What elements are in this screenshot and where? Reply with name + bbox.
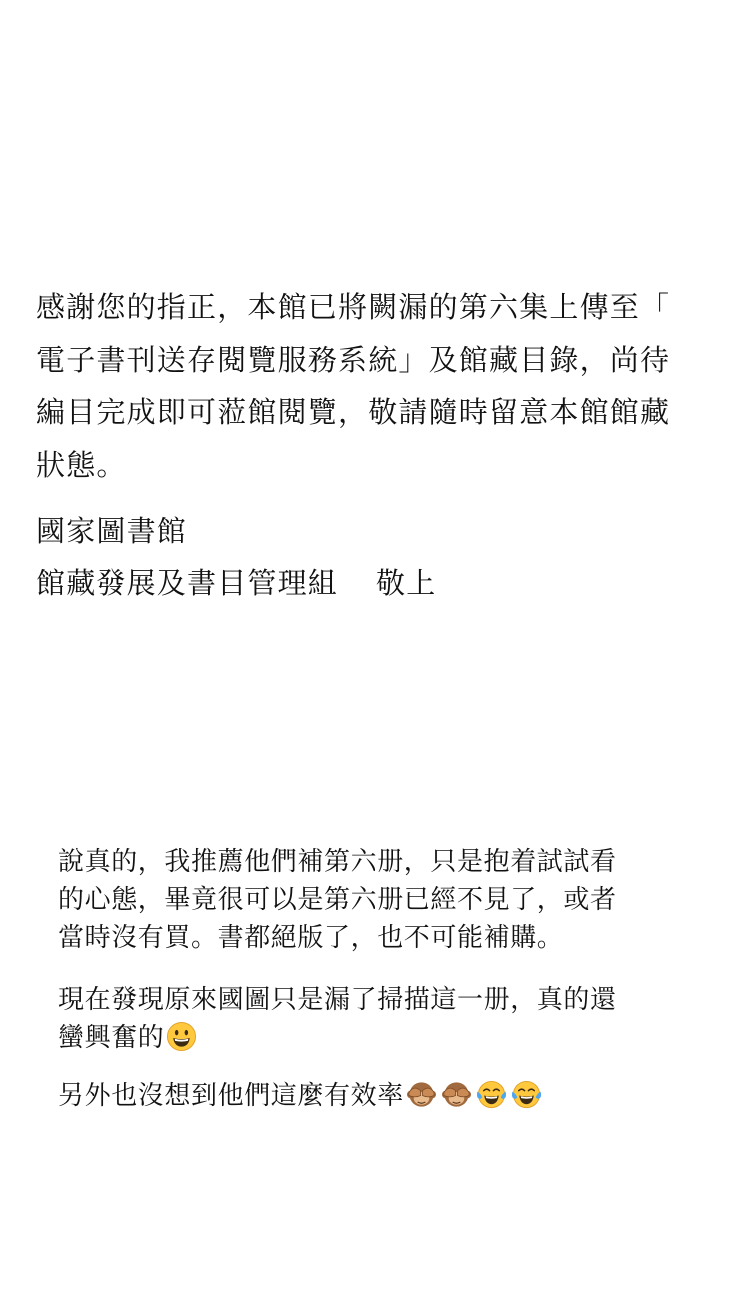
signature-department-line <box>36 557 726 609</box>
tears-of-joy-face-icon <box>476 1079 507 1110</box>
grinning-face-icon <box>166 1021 197 1052</box>
comment-text: 另外也沒想到他們這麼有效率 <box>58 1081 404 1111</box>
signature-organization: 國家圖書館 <box>36 514 188 548</box>
tears-of-joy-face-icon <box>511 1079 542 1110</box>
paragraph-spacer <box>58 957 728 981</box>
see-no-evil-monkey-icon <box>441 1079 472 1110</box>
library-reply-line: 狀態。 <box>36 447 127 482</box>
comment-text: 蠻興奮的 <box>58 1023 165 1053</box>
signature-closing: 敬上 <box>376 566 437 600</box>
user-comment <box>58 843 728 1115</box>
library-reply-line: 感謝您的指正，本館已將闕漏的第六集上傳至「 <box>36 290 671 324</box>
comment-line-with-emoji <box>58 1019 728 1057</box>
comment-line: 說真的，我推薦他們補第六册，只是抱着試試看 <box>58 847 617 877</box>
signature-department: 館藏發展及書目管理組 <box>36 566 339 600</box>
library-reply <box>36 281 726 491</box>
library-reply-line: 電子書刊送存閱覽服務系統」及館藏目錄，尚待 <box>36 342 671 377</box>
comment-line: 當時沒有買。書都絕版了，也不可能補購。 <box>58 923 564 953</box>
comment-line: 現在發現原來國圖只是漏了掃描這一册，真的還 <box>58 985 617 1015</box>
comment-line: 的心態，畢竟很可以是第六册已經不見了，或者 <box>58 885 617 915</box>
paragraph-spacer <box>58 1057 728 1077</box>
see-no-evil-monkey-icon <box>406 1079 437 1110</box>
library-signature <box>36 505 726 609</box>
library-reply-line: 編目完成即可蒞館閱覽，敬請隨時留意本館館藏 <box>36 395 671 429</box>
comment-line-with-emoji <box>58 1077 728 1115</box>
